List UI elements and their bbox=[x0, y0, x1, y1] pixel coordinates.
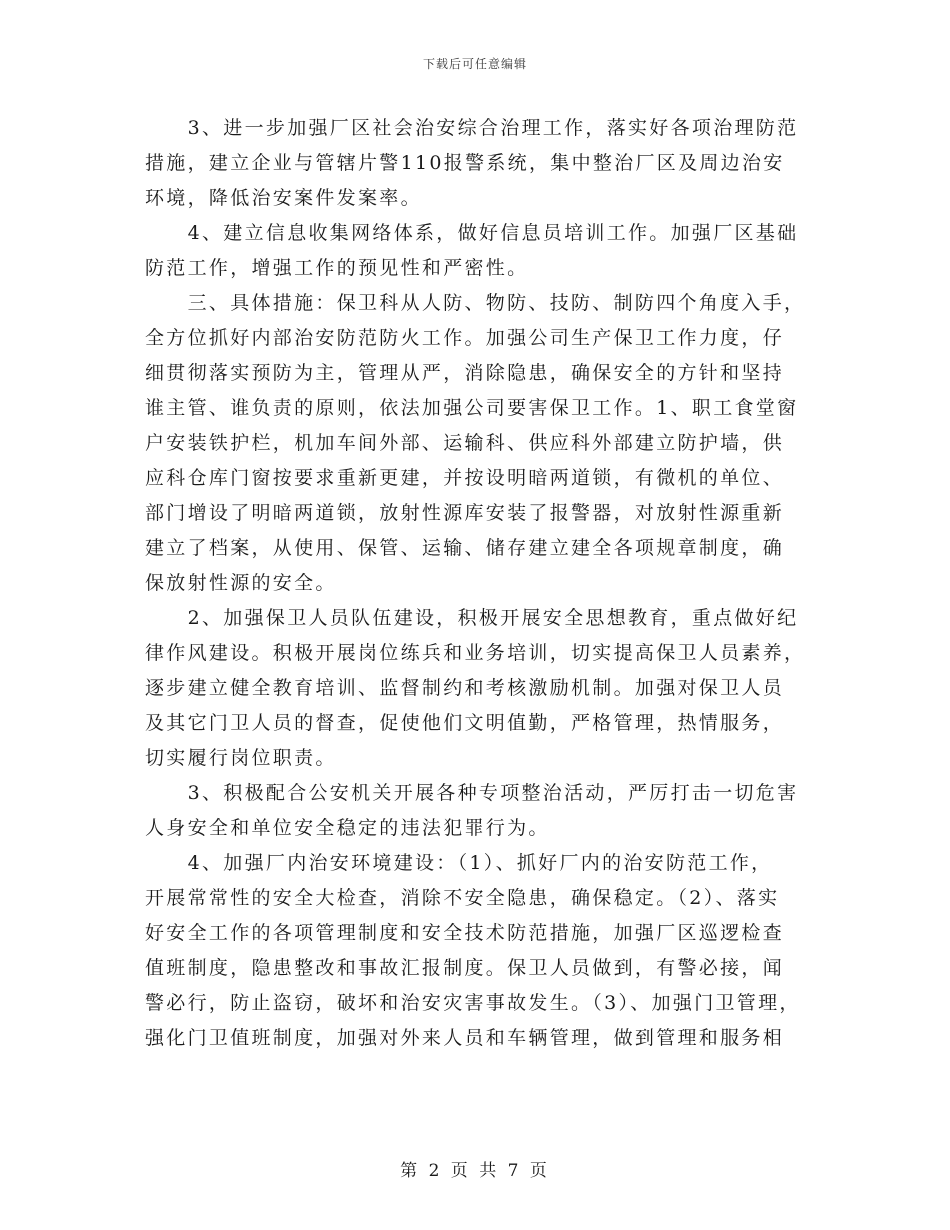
text-line: 4、建立信息收集网络体系，做好信息员培训工作。加强厂区基础 bbox=[145, 222, 799, 244]
page-number: 第 2 页 共 7 页 bbox=[400, 1161, 550, 1181]
text-line: 措施，建立企业与管辖片警110报警系统，集中整治厂区及周边治安 bbox=[145, 152, 785, 174]
text-line: 4、加强厂内治安环境建设：（1）、抓好厂内的治安防范工作， bbox=[145, 852, 773, 874]
document-body bbox=[145, 111, 815, 1056]
text-line: 细贯彻落实预防为主，管理从严，消除隐患，确保安全的方针和坚持 bbox=[145, 362, 785, 384]
text-line: 开展常常性的安全大检查，消除不安全隐患，确保稳定。（2）、落实 bbox=[145, 887, 780, 909]
text-line: 3、进一步加强厂区社会治安综合治理工作，落实好各项治理防范 bbox=[145, 117, 799, 139]
text-line: 及其它门卫人员的督查，促使他们文明值勤，严格管理，热情服务， bbox=[145, 712, 785, 734]
page-header: 下载后可任意编辑 bbox=[422, 57, 527, 71]
text-line: 户安装铁护栏，机加车间外部、运输科、供应科外部建立防护墙，供 bbox=[145, 432, 785, 454]
text-line: 谁主管、谁负责的原则，依法加强公司要害保卫工作。1、职工食堂窗 bbox=[145, 397, 799, 419]
text-line: 2、加强保卫人员队伍建设，积极开展安全思想教育，重点做好纪 bbox=[145, 607, 799, 629]
text-line: 建立了档案，从使用、保管、运输、储存建立建全各项规章制度，确 bbox=[145, 537, 785, 559]
text-line: 部门增设了明暗两道锁，放射性源库安装了报警器，对放射性源重新 bbox=[145, 502, 785, 524]
text-line: 环境，降低治安案件发案率。 bbox=[145, 187, 422, 209]
text-line: 逐步建立健全教育培训、监督制约和考核激励机制。加强对保卫人员 bbox=[145, 677, 785, 699]
text-line: 警必行，防止盗窃，破坏和治安灾害事故发生。（3）、加强门卫管理， bbox=[145, 992, 801, 1014]
text-line: 律作风建设。积极开展岗位练兵和业务培训，切实提高保卫人员素养， bbox=[145, 642, 806, 664]
text-line: 值班制度，隐患整改和事故汇报制度。保卫人员做到，有警必接，闻 bbox=[145, 957, 785, 979]
text-line: 强化门卫值班制度，加强对外来人员和车辆管理，做到管理和服务相 bbox=[145, 1027, 785, 1049]
text-line: 三、具体措施：保卫科从人防、物防、技防、制防四个角度入手， bbox=[145, 292, 806, 314]
text-line: 保放射性源的安全。 bbox=[145, 572, 337, 594]
text-line: 人身安全和单位安全稳定的违法犯罪行为。 bbox=[145, 817, 550, 839]
text-line: 应科仓库门窗按要求重新更建，并按设明暗两道锁，有微机的单位、 bbox=[145, 467, 785, 489]
text-line: 切实履行岗位职责。 bbox=[145, 747, 337, 769]
text-line: 3、积极配合公安机关开展各种专项整治活动，严厉打击一切危害 bbox=[145, 782, 799, 804]
text-line: 防范工作，增强工作的预见性和严密性。 bbox=[145, 257, 529, 279]
text-line: 好安全工作的各项管理制度和安全技术防范措施，加强厂区巡逻检查 bbox=[145, 922, 785, 944]
text-line: 全方位抓好内部治安防范防火工作。加强公司生产保卫工作力度，仔 bbox=[145, 327, 785, 349]
